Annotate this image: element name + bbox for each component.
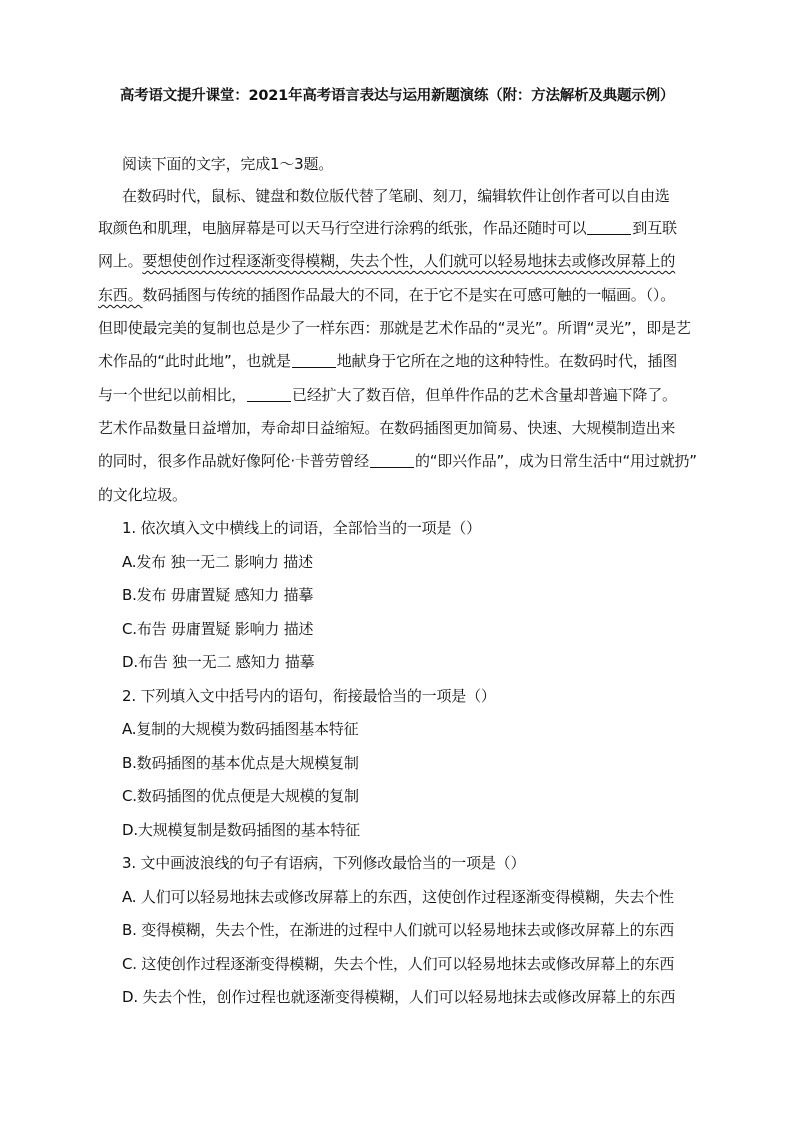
option-a: A. 人们可以轻易地抹去或修改屏幕上的东西，这使创作过程逐渐变得模糊，失去个性 xyxy=(122,888,674,906)
option-d: D.大规模复制是数码插图的基本特征 xyxy=(122,821,360,839)
option-b: B.数码插图的基本优点是大规模复制 xyxy=(122,754,359,772)
option-a: A.发布 独一无二 影响力 描述 xyxy=(122,553,313,571)
option-b: B. 变得模糊，失去个性，在渐进的过程中人们就可以轻易地抹去或修改屏幕上的东西 xyxy=(122,921,675,939)
passage-line: 与一个世纪以前相比， 已经扩大了数百倍，但单件作品的艺术含量却普遍下降了。 xyxy=(98,386,677,404)
passage-line: 艺术作品数量日益增加，寿命却日益缩短。在数码插图更加简易、快速、大规模制造出来 xyxy=(98,419,676,437)
fill-blank xyxy=(587,220,631,235)
page-title: 高考语文提升课堂：2021年高考语言表达与运用新题演练（附：方法解析及典题示例） xyxy=(119,88,675,104)
passage-line: 但即使最完美的复制也总是少了一样东西：那就是艺术作品的“灵光”。所谓“灵光”，即是艺 xyxy=(98,319,691,337)
passage-line: 的同时，很多作品就好像阿伦·卡普劳曾经 的“即兴作品”，成为日常生活中“用过就扔” xyxy=(98,452,697,470)
passage-line: 东西。数码插图与传统的插图作品最大的不同，在于它不是实在可感可触的一幅画。（）。 xyxy=(98,286,676,304)
option-c: C.布告 毋庸置疑 影响力 描述 xyxy=(122,620,314,638)
passage-line: 在数码时代，鼠标、键盘和数位版代替了笔刷、刻刀，编辑软件让创作者可以自由选 xyxy=(122,187,670,205)
passage-line: 网上。要想使创作过程逐渐变得模糊，失去个性，人们就可以轻易地抹去或修改屏幕上的 xyxy=(98,252,676,270)
question-stem: 3. 文中画波浪线的句子有语病，下列修改最恰当的一项是（） xyxy=(122,854,526,872)
fill-blank xyxy=(247,387,291,402)
option-d: D. 失去个性，创作过程也就逐渐变得模糊，人们可以轻易地抹去或修改屏幕上的东西 xyxy=(122,988,676,1006)
option-b: B.发布 毋庸置疑 感知力 描摹 xyxy=(122,586,314,604)
option-d: D.布告 独一无二 感知力 描摹 xyxy=(122,653,315,671)
fill-blank xyxy=(370,453,414,468)
wavy-underlined-sentence: 要想使创作过程逐渐变得模糊，失去个性，人们就可以轻易地抹去或修改屏幕上的 xyxy=(142,252,676,270)
wavy-underlined-sentence: 东西。 xyxy=(98,286,143,304)
option-c: C.数码插图的优点便是大规模的复制 xyxy=(122,787,359,805)
option-a: A.复制的大规模为数码插图基本特征 xyxy=(122,720,359,738)
option-c: C. 这使创作过程逐渐变得模糊，失去个性，人们可以轻易地抹去或修改屏幕上的东西 xyxy=(122,955,675,973)
instruction-text: 阅读下面的文字，完成1～3题。 xyxy=(122,155,334,173)
passage-line: 取颜色和肌理，电脑屏幕是可以天马行空进行涂鸦的纸张，作品还随时可以 到互联 xyxy=(98,219,677,237)
passage-line: 的文化垃圾。 xyxy=(98,486,187,504)
passage-line: 术作品的“此时此地”，也就是 地献身于它所在之地的这种特性。在数码时代，插图 xyxy=(98,352,678,370)
question-stem: 1. 依次填入文中横线上的词语，全部恰当的一项是（） xyxy=(122,519,481,537)
fill-blank xyxy=(292,353,336,368)
question-stem: 2. 下列填入文中括号内的语句，衔接最恰当的一项是（） xyxy=(122,687,496,705)
